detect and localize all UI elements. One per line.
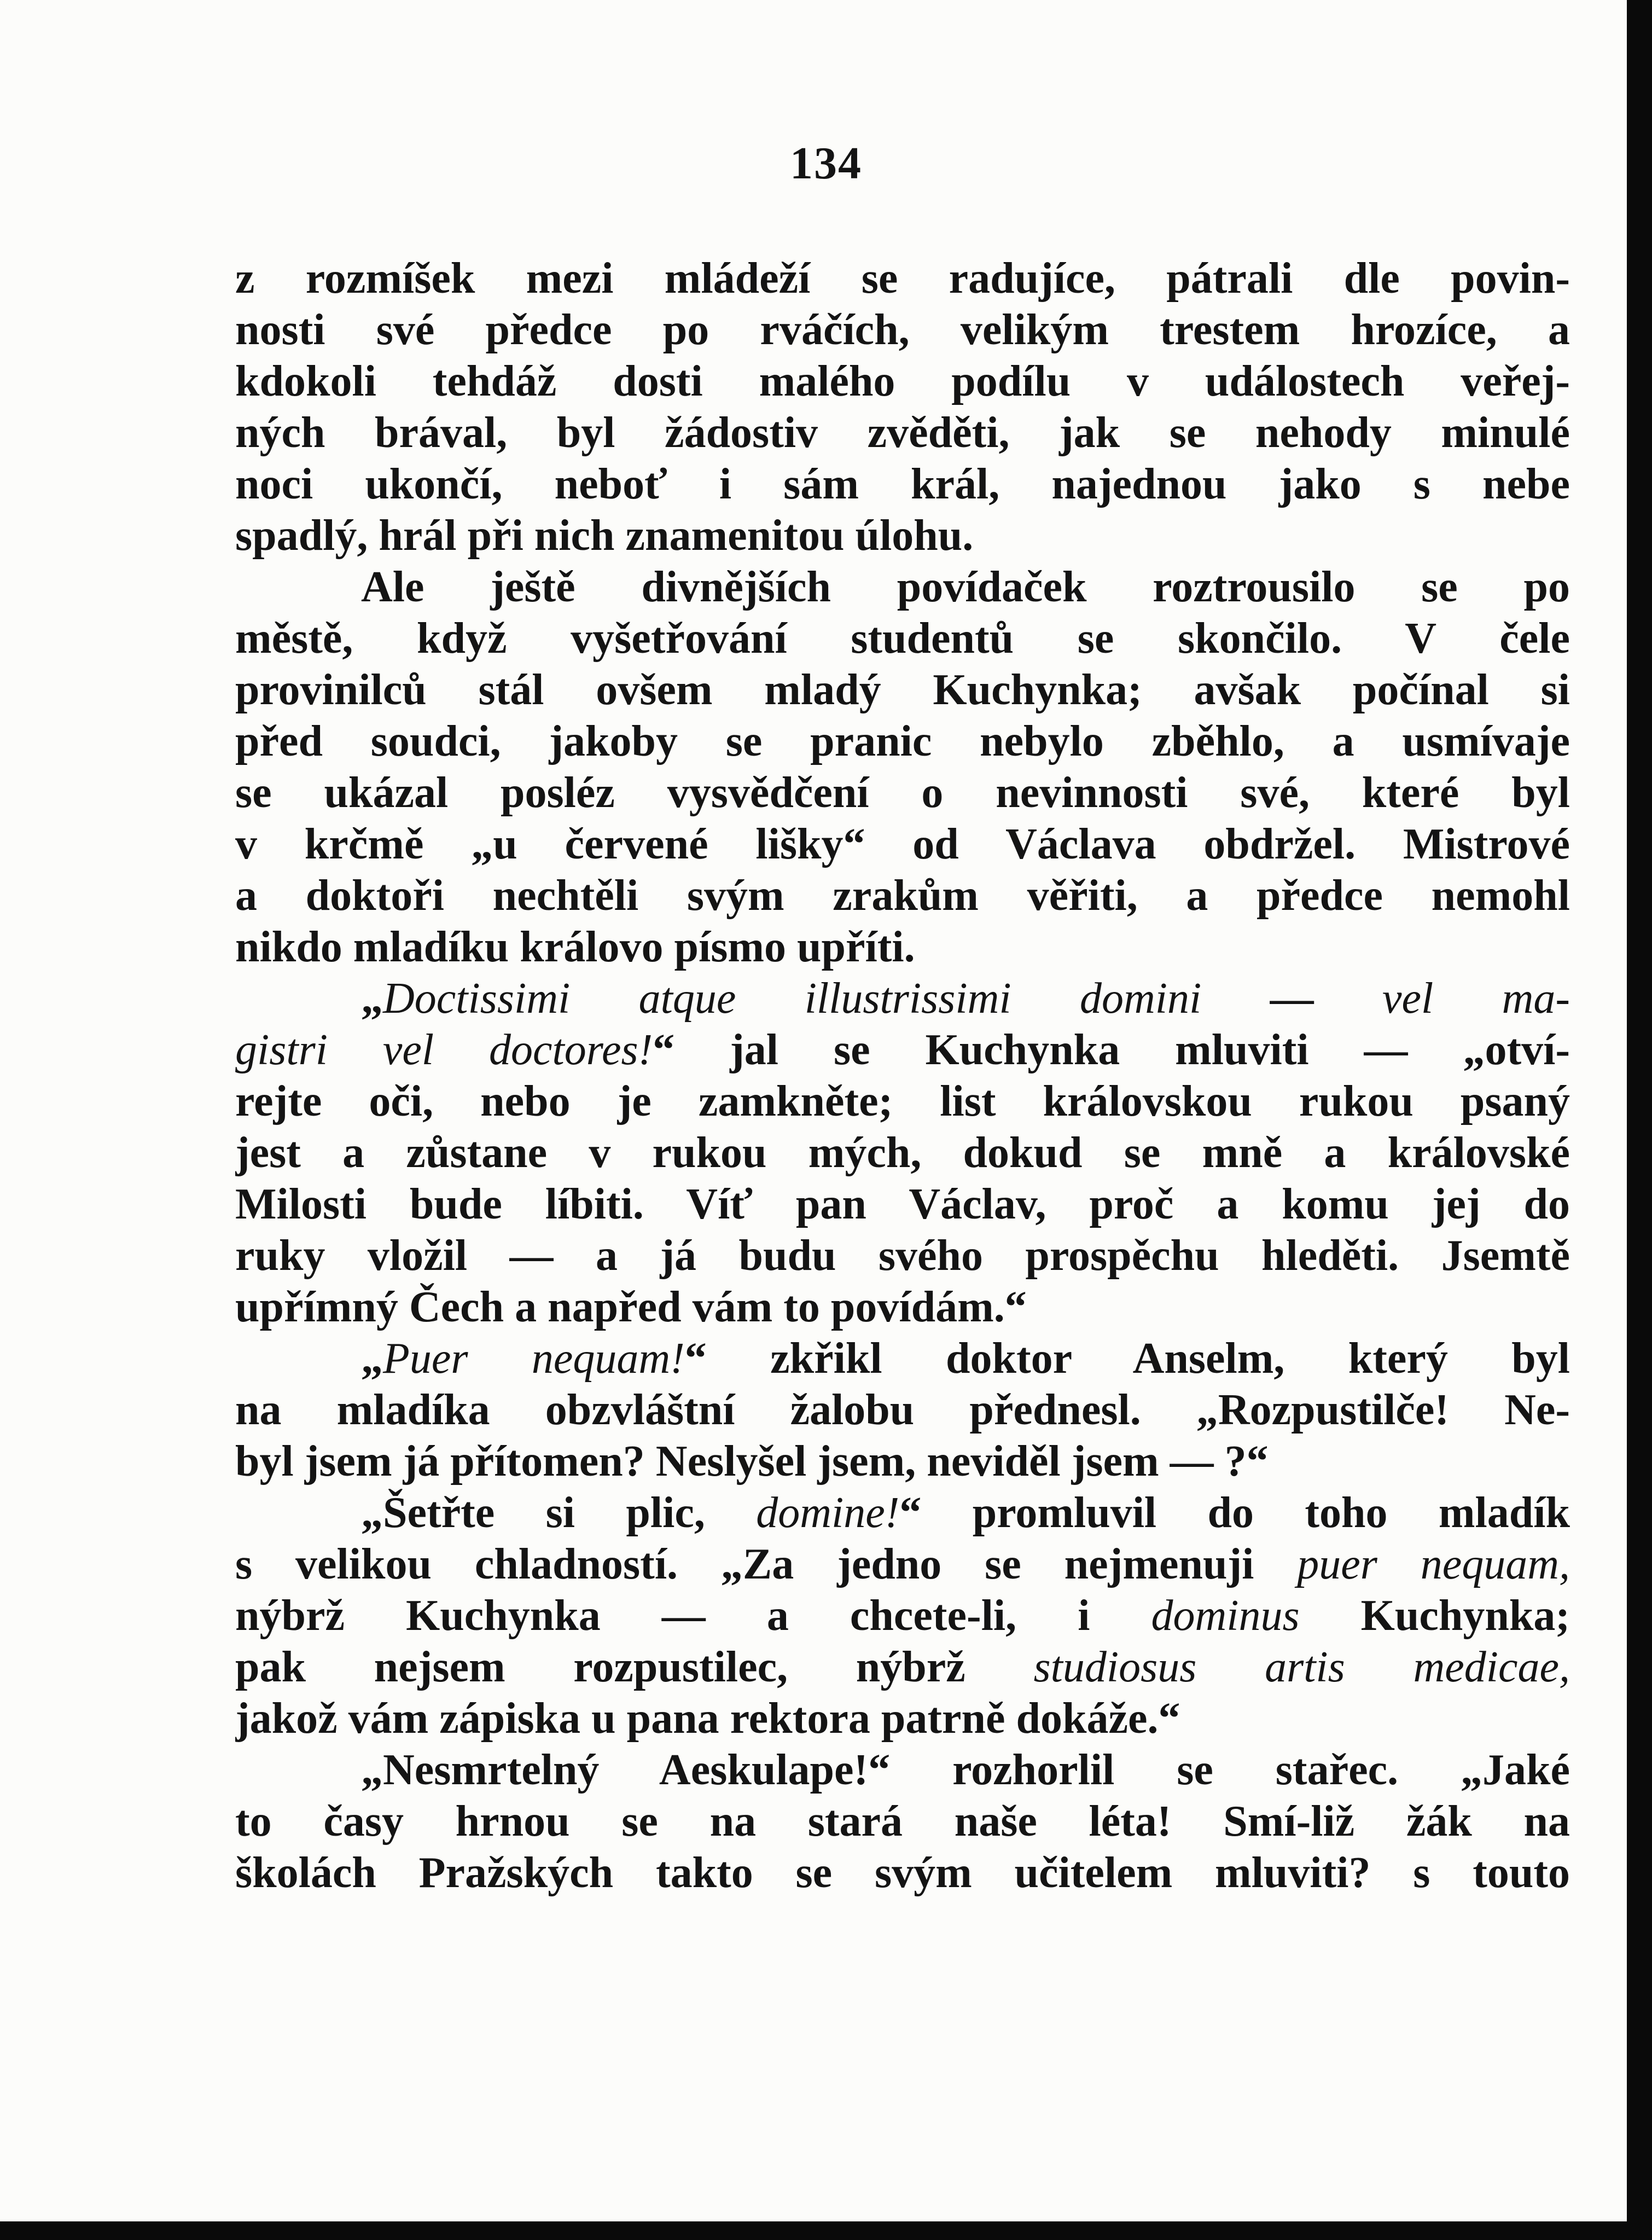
text-line bbox=[235, 1024, 1570, 1076]
text-line bbox=[235, 356, 1570, 407]
text-segment: s velikou chladností. „Za jedno se nejmenuji bbox=[235, 1540, 1298, 1588]
text-line bbox=[235, 1384, 1570, 1436]
text-segment: “ jal se Kuchynka mluviti — „otví- bbox=[653, 1026, 1570, 1074]
text-line bbox=[235, 561, 1570, 613]
text-line bbox=[235, 664, 1570, 716]
text-segment: městě, když vyšetřování studentů se skončilo. V čele bbox=[235, 614, 1570, 663]
text-line bbox=[235, 1693, 1570, 1744]
text-line bbox=[235, 1281, 1570, 1333]
text-segment: se ukázal posléz vysvědčení o nevinnosti své, které byl bbox=[235, 769, 1570, 817]
text-line bbox=[235, 870, 1570, 921]
scan-border-bottom bbox=[0, 2221, 1652, 2240]
text-segment: pak nejsem rozpustilec, nýbrž bbox=[235, 1643, 1034, 1691]
text-line bbox=[235, 1436, 1570, 1487]
text-segment: byl jsem já přítomen? Neslyšel jsem, neviděl jsem — ?“ bbox=[235, 1437, 1269, 1485]
text-segment: noci ukončí, neboť i sám král, najednou jako s nebe bbox=[235, 460, 1570, 508]
text-segment: „Šetřte si plic, bbox=[361, 1489, 757, 1537]
text-line bbox=[235, 1333, 1570, 1384]
text-segment: nýbrž Kuchynka — a chcete-li, i bbox=[235, 1592, 1151, 1640]
text-line bbox=[235, 716, 1570, 767]
latin-phrase: vel ma- bbox=[1382, 974, 1570, 1023]
text-line bbox=[235, 459, 1570, 510]
text-segment: na mladíka obzvláštní žalobu přednesl. „Rozpustilče! Ne- bbox=[235, 1386, 1570, 1434]
body-text bbox=[235, 253, 1570, 1899]
text-line bbox=[235, 1179, 1570, 1230]
text-segment: jakož vám zápiska u pana rektora patrně dokáže.“ bbox=[235, 1694, 1180, 1743]
text-segment: „ bbox=[361, 974, 383, 1023]
text-line bbox=[235, 1127, 1570, 1179]
text-segment: to časy hrnou se na stará naše léta! Smí-liž žák na bbox=[235, 1797, 1570, 1846]
text-segment: spadlý, hrál při nich znamenitou úlohu. bbox=[235, 512, 974, 560]
text-line bbox=[235, 1487, 1570, 1539]
latin-phrase: domine! bbox=[756, 1489, 900, 1537]
text-segment: kdokoli tehdáž dosti malého podílu v událostech veřej- bbox=[235, 357, 1570, 405]
text-segment: před soudci, jakoby se pranic nebylo zběhlo, a usmívaje bbox=[235, 717, 1570, 765]
text-segment: “ zkřikl doktor Anselm, který byl bbox=[684, 1334, 1570, 1383]
text-segment: rejte oči, nebo je zamkněte; list královskou rukou psaný bbox=[235, 1077, 1570, 1125]
text-segment: Milosti bude líbiti. Víť pan Václav, proč a komu jej do bbox=[235, 1180, 1570, 1228]
text-line bbox=[235, 510, 1570, 561]
text-line bbox=[235, 613, 1570, 664]
text-segment: Kuchynka; bbox=[1299, 1592, 1570, 1640]
text-segment: ruky vložil — a já budu svého prospěchu hleděti. Jsemtě bbox=[235, 1232, 1570, 1280]
latin-phrase: gistri vel doctores! bbox=[235, 1026, 653, 1074]
text-segment: — bbox=[1201, 974, 1382, 1023]
text-segment: z rozmíšek mezi mládeží se radujíce, pátrali dle povin- bbox=[235, 254, 1570, 303]
text-line bbox=[235, 1847, 1570, 1899]
text-segment: a doktoři nechtěli svým zrakům věřiti, a předce nemohl bbox=[235, 872, 1570, 920]
text-line bbox=[235, 1641, 1570, 1693]
text-line bbox=[235, 1539, 1570, 1590]
text-line bbox=[235, 1744, 1570, 1796]
text-line bbox=[235, 819, 1570, 870]
text-segment: Ale ještě divnějších povídaček roztrousilo se po bbox=[361, 563, 1570, 611]
text-line bbox=[235, 1796, 1570, 1847]
latin-phrase: Doctissimi atque illustrissimi domini bbox=[383, 974, 1202, 1023]
page-number: 134 bbox=[790, 138, 862, 189]
latin-phrase: dominus bbox=[1151, 1592, 1300, 1640]
text-line bbox=[235, 1076, 1570, 1127]
text-segment: nosti své předce po rváčích, velikým trestem hrozíce, a bbox=[235, 306, 1570, 354]
text-line bbox=[235, 767, 1570, 819]
text-line bbox=[235, 921, 1570, 973]
text-segment: v krčmě „u červené lišky“ od Václava obdržel. Mistrové bbox=[235, 820, 1570, 868]
latin-phrase: studiosus artis medicae, bbox=[1033, 1643, 1570, 1691]
text-segment: ných brával, byl žádostiv zvěděti, jak se nehody minulé bbox=[235, 409, 1570, 457]
latin-phrase: Puer nequam! bbox=[383, 1334, 685, 1383]
text-segment: „ bbox=[361, 1334, 383, 1383]
text-segment: upřímný Čech a napřed vám to povídám.“ bbox=[235, 1283, 1027, 1331]
text-segment: školách Pražských takto se svým učitelem mluviti? s touto bbox=[235, 1849, 1570, 1897]
text-segment: nikdo mladíku královo písmo upříti. bbox=[235, 923, 915, 971]
text-line bbox=[235, 304, 1570, 356]
text-segment: provinilců stál ovšem mladý Kuchynka; avšak počínal si bbox=[235, 666, 1570, 714]
text-segment: „Nesmrtelný Aeskulape!“ rozhorlil se stařec. „Jaké bbox=[361, 1746, 1570, 1794]
text-segment: “ promluvil do toho mladík bbox=[899, 1489, 1570, 1537]
text-line bbox=[235, 973, 1570, 1024]
text-line bbox=[235, 1590, 1570, 1641]
text-line bbox=[235, 1230, 1570, 1281]
text-line bbox=[235, 253, 1570, 304]
scan-border-right bbox=[1627, 0, 1652, 2240]
latin-phrase: puer nequam, bbox=[1297, 1540, 1570, 1588]
text-segment: jest a zůstane v rukou mých, dokud se mně a královské bbox=[235, 1129, 1570, 1177]
text-line bbox=[235, 407, 1570, 459]
